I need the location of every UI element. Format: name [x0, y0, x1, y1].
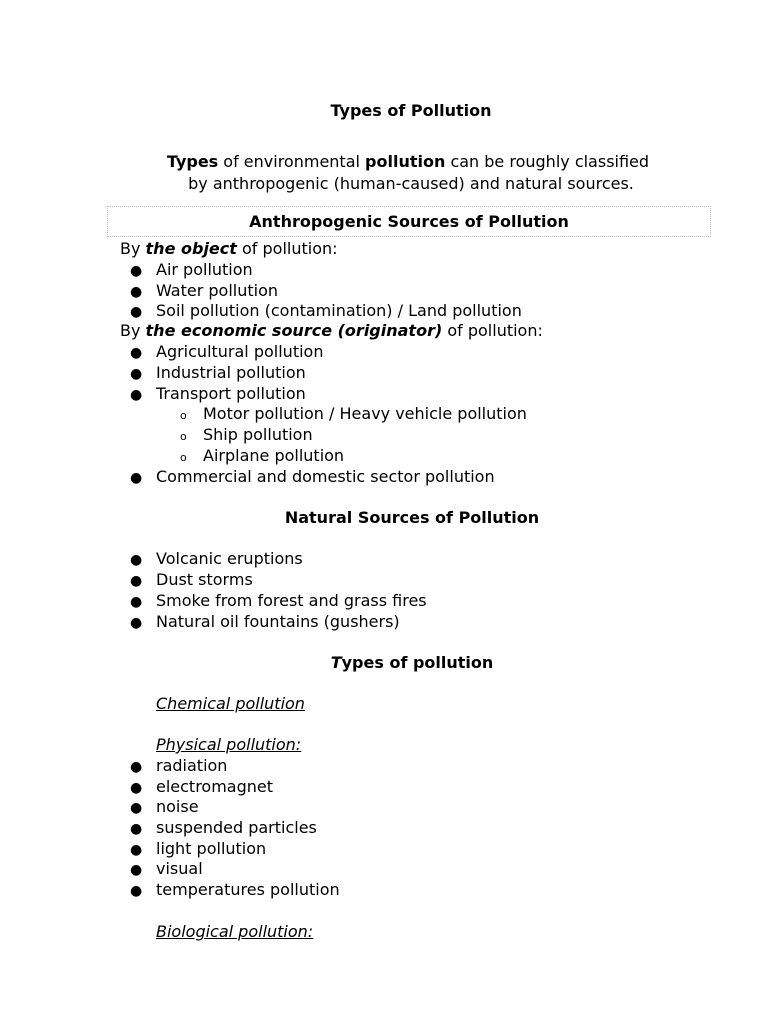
by-object-pre: By	[120, 239, 146, 258]
list-item-text: Volcanic eruptions	[156, 549, 303, 568]
bullet-icon: ●	[130, 842, 143, 858]
list-item	[130, 611, 400, 634]
bullet-icon: ●	[130, 345, 143, 361]
bullet-icon: ●	[130, 800, 143, 816]
list-item-text: suspended particles	[156, 818, 317, 837]
bullet-icon: ●	[130, 573, 143, 589]
list-item	[130, 858, 203, 881]
list-item-text: light pollution	[156, 839, 267, 858]
list-item-text: Commercial and domestic sector pollution	[156, 467, 495, 486]
by-economic-source-line	[120, 320, 543, 341]
intro-text-2: can be roughly classified	[445, 152, 650, 171]
natural-sources-heading: Natural Sources of Pollution	[284, 508, 540, 527]
bullet-icon: ●	[130, 284, 143, 300]
by-object-post: of pollution:	[236, 239, 338, 258]
sub-list-item	[180, 424, 313, 447]
sub-list-item	[180, 445, 344, 468]
bullet-icon: ●	[130, 304, 143, 320]
list-item-text: Agricultural pollution	[156, 342, 324, 361]
by-object-line	[120, 238, 338, 259]
sub-list-item	[180, 403, 527, 426]
sub-list-item-text: Airplane pollution	[203, 446, 345, 465]
biological-pollution-subheading: Biological pollution:	[156, 922, 314, 941]
bullet-icon: ●	[130, 387, 143, 403]
circle-bullet-icon: o	[180, 451, 187, 464]
intro-word-pollution: pollution	[365, 152, 446, 171]
list-item-text: Industrial pollution	[156, 363, 306, 382]
by-econ-pre: By	[120, 321, 146, 340]
list-item-text: Water pollution	[156, 281, 279, 300]
bullet-icon: ●	[130, 594, 143, 610]
intro-text-1: of environmental	[218, 152, 366, 171]
list-item	[130, 817, 317, 840]
list-item	[130, 466, 495, 489]
list-item-text: visual	[156, 859, 203, 878]
bullet-icon: ●	[130, 780, 143, 796]
types-heading-rest: ypes of pollution	[341, 653, 494, 672]
sub-list-item-text: Ship pollution	[203, 425, 313, 444]
sub-list-item-text: Motor pollution / Heavy vehicle pollution	[203, 404, 527, 423]
list-item	[130, 796, 199, 819]
list-item-text: electromagnet	[156, 777, 274, 796]
list-item-text: noise	[156, 797, 199, 816]
list-item	[130, 259, 253, 282]
chemical-pollution-subheading: Chemical pollution	[156, 694, 305, 713]
list-item	[130, 341, 323, 364]
list-item	[130, 755, 227, 778]
list-item	[130, 548, 303, 571]
list-item-text: Soil pollution (contamination) / Land pollution	[156, 301, 522, 320]
anthropogenic-heading: Anthropogenic Sources of Pollution	[107, 206, 711, 237]
list-item	[130, 569, 253, 592]
by-econ-emphasis: the economic source (originator)	[145, 321, 443, 340]
list-item-text: Smoke from forest and grass fires	[156, 591, 427, 610]
bullet-icon: ●	[130, 615, 143, 631]
intro-line-2: by anthropogenic (human-caused) and natural sources.	[188, 174, 634, 193]
intro-word-types: Types	[166, 152, 219, 171]
list-item	[130, 879, 340, 902]
list-item-text: Transport pollution	[156, 384, 306, 403]
by-econ-post: of pollution:	[442, 321, 543, 340]
physical-pollution-subheading: Physical pollution:	[156, 735, 302, 754]
circle-bullet-icon: o	[180, 430, 187, 443]
list-item-text: radiation	[156, 756, 228, 775]
bullet-icon: ●	[130, 366, 143, 382]
list-item-text: Dust storms	[156, 570, 253, 589]
bullet-icon: ●	[130, 821, 143, 837]
list-item	[130, 590, 427, 613]
page-title: Types of Pollution	[330, 101, 492, 120]
bullet-icon: ●	[130, 759, 143, 775]
list-item-text: Natural oil fountains (gushers)	[156, 612, 400, 631]
by-object-emphasis: the object	[145, 239, 237, 258]
bullet-icon: ●	[130, 883, 143, 899]
bullet-icon: ●	[130, 552, 143, 568]
list-item	[130, 362, 306, 385]
circle-bullet-icon: o	[180, 409, 187, 422]
types-heading-first-letter: T	[330, 653, 342, 672]
list-item-text: temperatures pollution	[156, 880, 340, 899]
bullet-icon: ●	[130, 862, 143, 878]
bullet-icon: ●	[130, 263, 143, 279]
list-item-text: Air pollution	[156, 260, 253, 279]
types-of-pollution-heading	[0, 652, 768, 673]
intro-line-1	[0, 151, 768, 172]
bullet-icon: ●	[130, 470, 143, 486]
